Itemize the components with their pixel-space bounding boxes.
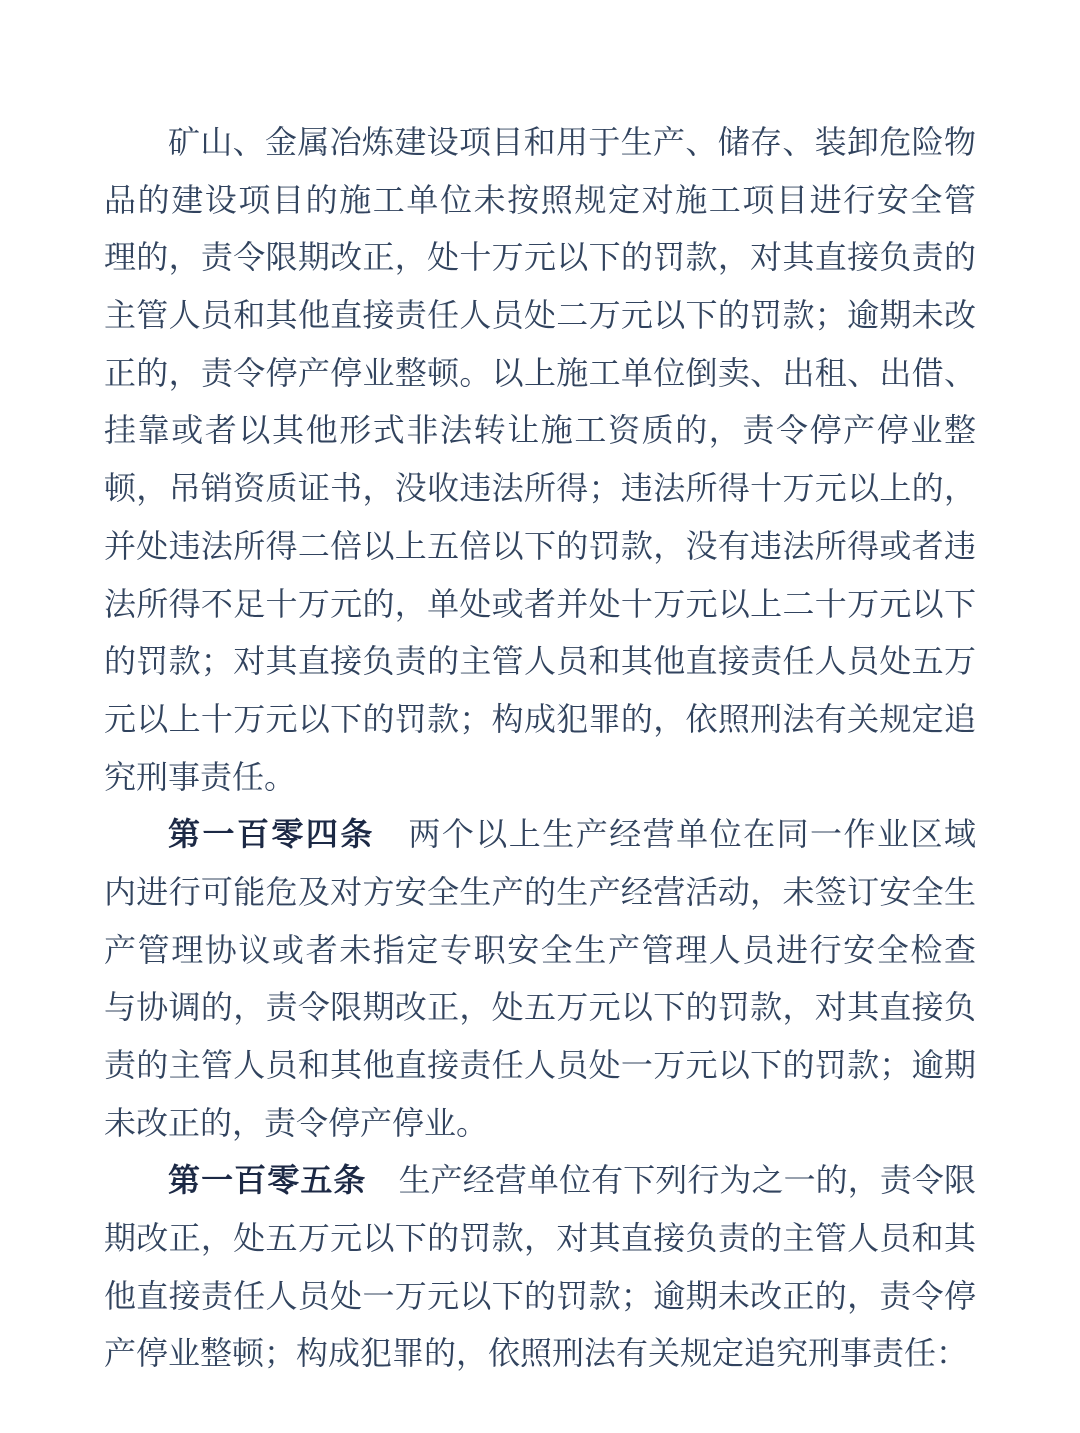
text-line: 品的建设项目的施工单位未按照规定对施工项目进行安全管	[104, 181, 976, 218]
text-line: 法所得不足十万元的，单处或者并处十万元以上二十万元以下	[104, 585, 976, 622]
article-number-label: 第一百零五条	[168, 1162, 367, 1199]
text-line: 矿山、金属冶炼建设项目和用于生产、储存、装卸危险物	[168, 124, 976, 160]
text-line: 产管理协议或者未指定专职安全生产管理人员进行安全检查	[104, 931, 976, 968]
text-line: 主管人员和其他直接责任人员处二万元以下的罚款；逾期未改	[104, 297, 976, 334]
text-line: 与协调的，责令限期改正，处五万元以下的罚款，对其直接负	[104, 989, 976, 1026]
text-line: 挂靠或者以其他形式非法转让施工资质的，责令停产停业整	[104, 412, 976, 449]
text-line: 产停业整顿；构成犯罪的，依照刑法有关规定追究刑事责任：	[104, 1335, 969, 1372]
text-line: 期改正，处五万元以下的罚款，对其直接负责的主管人员和其	[104, 1220, 976, 1257]
text-line: 顿，吊销资质证书，没收违法所得；违法所得十万元以上的，	[104, 470, 976, 507]
text-line: 责的主管人员和其他直接责任人员处一万元以下的罚款；逾期	[104, 1047, 976, 1083]
document-body	[104, 114, 976, 1383]
text-line: 内进行可能危及对方安全生产的生产经营活动，未签订安全生	[104, 873, 976, 910]
text-line: 究刑事责任。	[104, 758, 297, 795]
text-line: 第一百零五条 生产经营单位有下列行为之一的，责令限	[168, 1162, 976, 1199]
text-line: 第一百零四条 两个以上生产经营单位在同一作业区域	[168, 816, 976, 853]
text-line: 正的，责令停产停业整顿。以上施工单位倒卖、出租、出借、	[104, 354, 976, 391]
text-line: 元以上十万元以下的罚款；构成犯罪的，依照刑法有关规定追	[104, 700, 976, 737]
text-line: 未改正的，责令停产停业。	[104, 1104, 489, 1141]
text-line: 的罚款；对其直接负责的主管人员和其他直接责任人员处五万	[104, 643, 976, 680]
text-line: 并处违法所得二倍以上五倍以下的罚款，没有违法所得或者违	[104, 527, 976, 564]
text-line: 理的，责令限期改正，处十万元以下的罚款，对其直接负责的	[104, 239, 976, 276]
article-number-label: 第一百零四条	[168, 816, 375, 853]
text-line: 他直接责任人员处一万元以下的罚款；逾期未改正的，责令停	[104, 1277, 976, 1314]
